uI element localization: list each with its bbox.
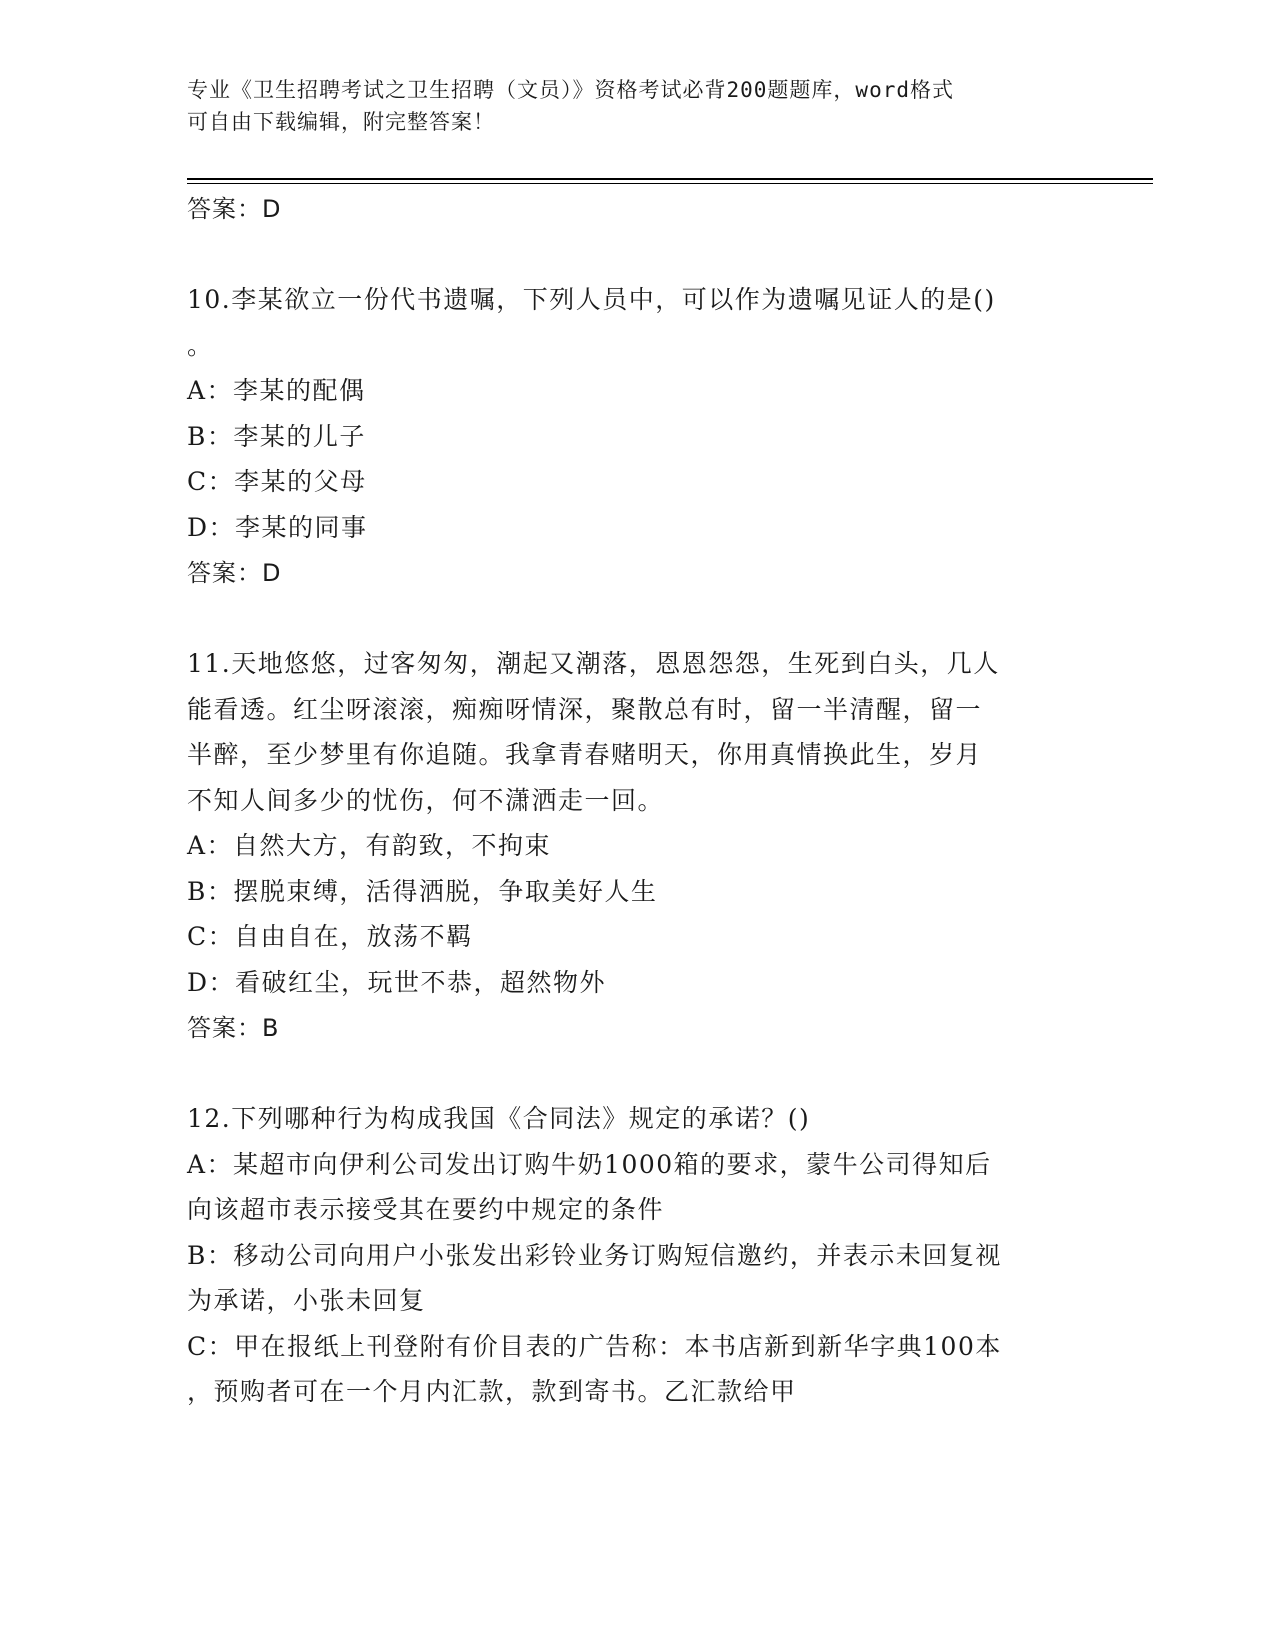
question-text: 10.李某欲立一份代书遗嘱，下列人员中，可以作为遗嘱见证人的是() [187, 285, 996, 314]
option-a: A：某超市向伊利公司发出订购牛奶1000箱的要求，蒙牛公司得知后 [187, 1149, 992, 1179]
question-12 [187, 1096, 1067, 1415]
spacer [187, 596, 1067, 641]
option-b: B：移动公司向用户小张发出彩铃业务订购短信邀约，并表示未回复视 [187, 1240, 1002, 1270]
option-c-continued: ，预购者可在一个月内汇款，款到寄书。乙汇款给甲 [187, 1377, 797, 1406]
header-divider [187, 178, 1153, 180]
option-a-continued: 向该超市表示接受其在要约中规定的条件 [187, 1195, 665, 1224]
header-line: 可自由下载编辑，附完整答案！ [187, 110, 495, 134]
option-c: C：自由自在，放荡不羁 [187, 922, 473, 951]
answer-line: 答案：D [187, 559, 282, 587]
question-text: 12.下列哪种行为构成我国《合同法》规定的承诺？() [187, 1104, 811, 1133]
question-10 [187, 277, 1067, 596]
header-line: 专业《卫生招聘考试之卫生招聘（文员）》资格考试必背200题题库，word格式 [187, 78, 954, 102]
option-d: D：看破红尘，玩世不恭，超然物外 [187, 967, 607, 997]
spacer [187, 232, 1067, 277]
option-a: A：自然大方，有韵致，不拘束 [187, 831, 552, 860]
header-divider-thin [187, 183, 1153, 184]
option-b: B：李某的儿子 [187, 421, 366, 451]
spacer [187, 1051, 1067, 1096]
option-c: C：李某的父母 [187, 467, 367, 496]
document-body [187, 186, 1067, 1415]
question-text: 11.天地悠悠，过客匆匆，潮起又潮落，恩恩怨怨，生死到白头，几人 [187, 649, 1000, 678]
option-c: C：甲在报纸上刊登附有价目表的广告称：本书店新到新华字典100本 [187, 1331, 1002, 1361]
option-b: B：摆脱束缚，活得洒脱，争取美好人生 [187, 876, 658, 906]
question-text: 。 [187, 330, 214, 360]
answer-line: 答案：D [187, 195, 282, 223]
option-b-continued: 为承诺，小张未回复 [187, 1286, 426, 1315]
question-text: 半醉，至少梦里有你追随。我拿青春赌明天，你用真情换此生，岁月 [187, 740, 983, 769]
question-text: 不知人间多少的忧伤，何不潇洒走一回。 [187, 785, 665, 815]
answer-line: 答案：B [187, 1014, 280, 1042]
document-header [187, 74, 1067, 138]
question-11 [187, 641, 1067, 1051]
option-a: A：李某的配偶 [187, 376, 366, 405]
question-text: 能看透。红尘呀滚滚，痴痴呀情深，聚散总有时，留一半清醒，留一 [187, 694, 983, 724]
option-d: D：李某的同事 [187, 512, 368, 542]
